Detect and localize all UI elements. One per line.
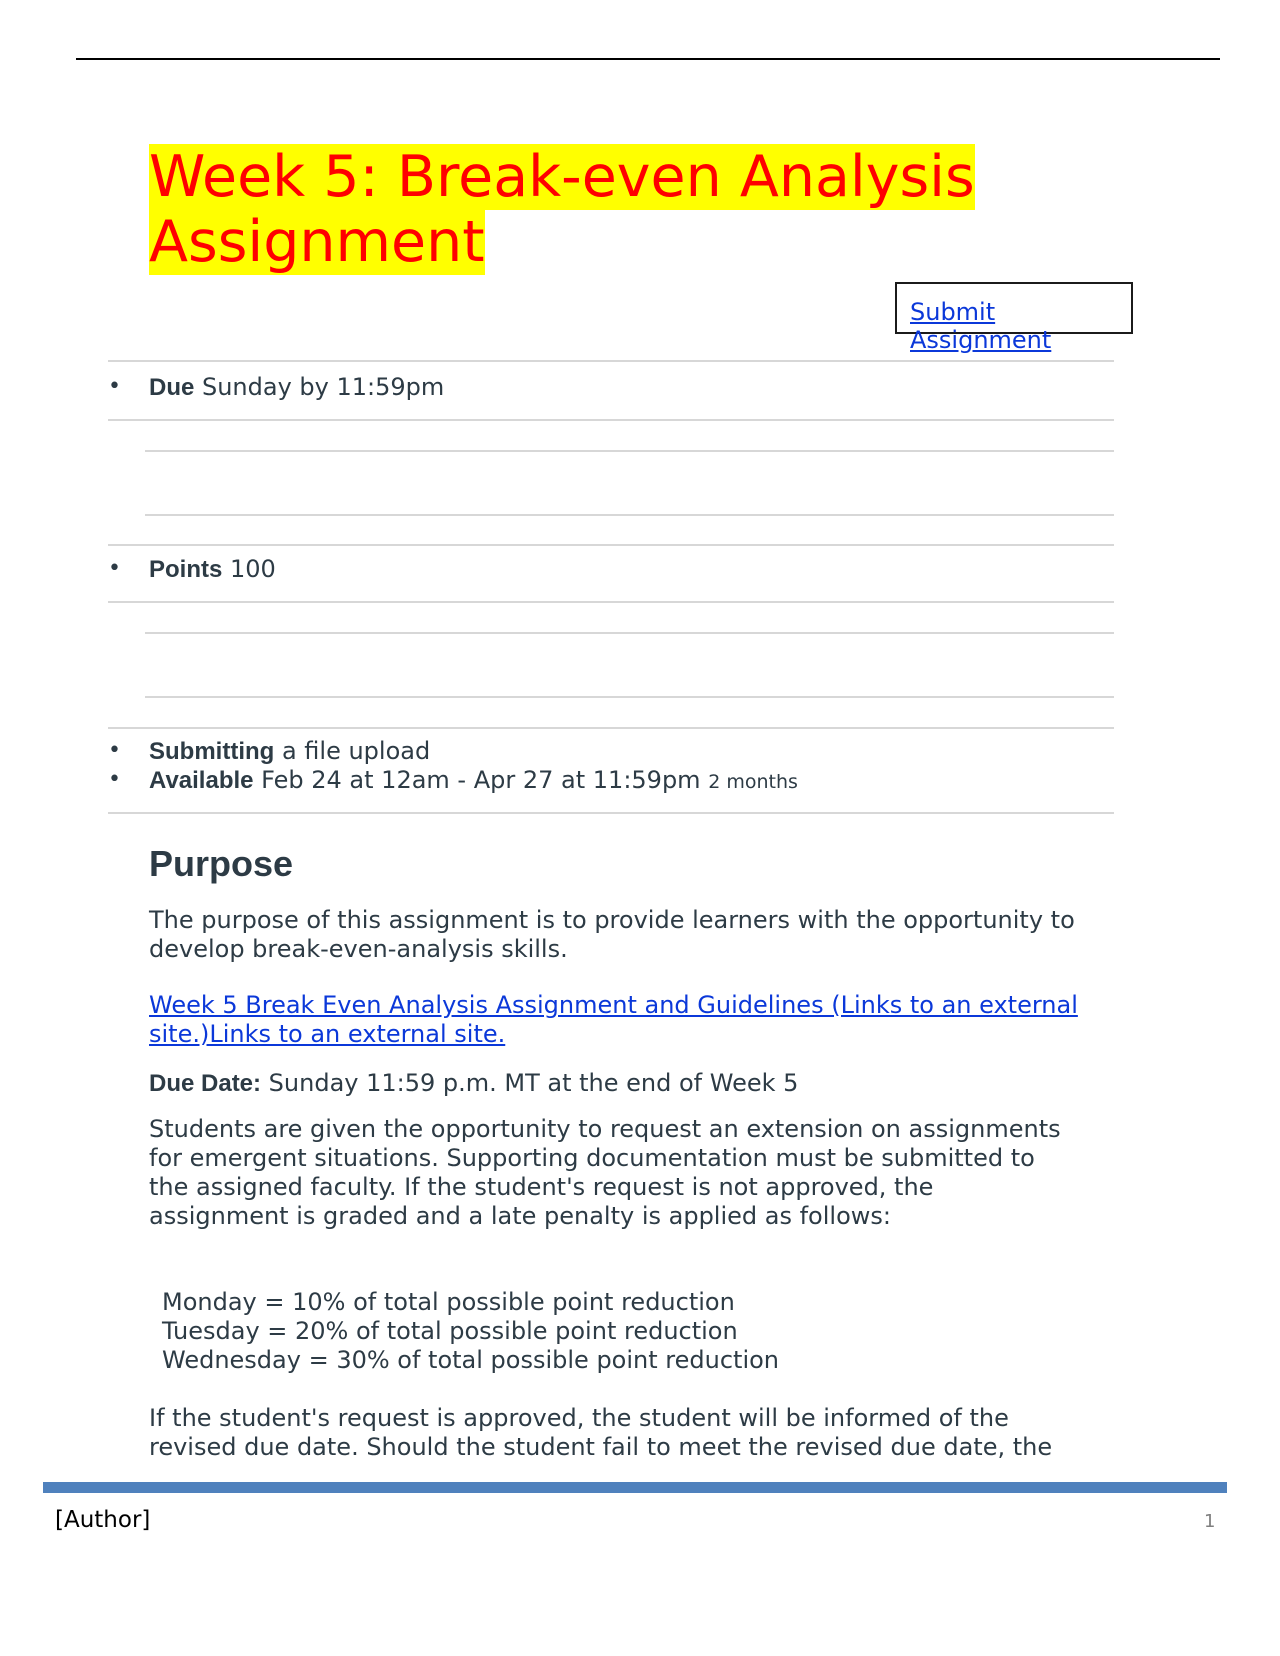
penalty-line: Tuesday = 20% of total possible point reduction	[162, 1317, 738, 1345]
available-value: Feb 24 at 12am - Apr 27 at 11:59pm	[261, 766, 701, 794]
external-site-link[interactable]: site.)Links to an external site.	[149, 1020, 506, 1048]
due-date-value: Sunday 11:59 p.m. MT at the end of Week 5	[268, 1069, 799, 1097]
available-duration: 2 months	[708, 771, 798, 793]
header-rule	[76, 58, 1220, 60]
available-label: Available	[149, 767, 254, 794]
bullet-icon: •	[108, 374, 121, 399]
divider	[145, 450, 1114, 452]
divider	[108, 812, 1114, 814]
bullet-icon: •	[108, 767, 121, 792]
submitting-label: Submitting	[149, 738, 275, 765]
due-date-label: Due Date:	[149, 1070, 262, 1097]
points-label: Points	[149, 556, 223, 583]
divider	[108, 601, 1114, 603]
bullet-icon: •	[108, 738, 121, 763]
guidelines-link[interactable]: Week 5 Break Even Analysis Assignment and Guidelines (Links to an external	[149, 991, 1078, 1019]
penalty-line: Wednesday = 30% of total possible point reduction	[162, 1346, 780, 1374]
due-value: Sunday by 11:59pm	[201, 373, 445, 401]
divider	[108, 727, 1114, 729]
due-date-paragraph	[149, 1069, 1109, 1098]
footer-author: [Author]	[55, 1507, 151, 1533]
divider	[145, 514, 1114, 516]
divider	[145, 696, 1114, 698]
purpose-text: The purpose of this assignment is to provide learners with the opportunity to develop break-even-analysis skills.	[149, 906, 1075, 963]
divider	[108, 544, 1114, 546]
bullet-icon: •	[108, 556, 121, 581]
extension-text: Students are given the opportunity to request an extension on assignments for emergent situations. Supporting documentation must be submitted to the assigned faculty. If the student's request is not approved, the assignment is graded and a late penalty is applied as follows:	[149, 1115, 1061, 1230]
approved-text: If the student's request is approved, the student will be informed of the revised due date. Should the student fail to meet the revised due date, the	[149, 1404, 1053, 1461]
submit-assignment-link[interactable]: Submit Assignment	[910, 298, 1052, 354]
page-title: Week 5: Break-even Analysis Assignment	[149, 144, 975, 275]
guidelines-link-paragraph	[149, 991, 1109, 1049]
submitting-value: a file upload	[281, 737, 431, 765]
submit-assignment-box	[895, 282, 1133, 354]
penalty-line: Monday = 10% of total possible point reduction	[162, 1288, 735, 1316]
divider	[108, 419, 1114, 421]
divider	[108, 360, 1114, 362]
divider	[145, 632, 1114, 634]
purpose-heading: Purpose	[149, 843, 294, 884]
points-value: 100	[229, 555, 276, 583]
due-label: Due	[149, 374, 195, 401]
footer-bar	[43, 1482, 1227, 1493]
page-number: 1	[1204, 1511, 1216, 1532]
